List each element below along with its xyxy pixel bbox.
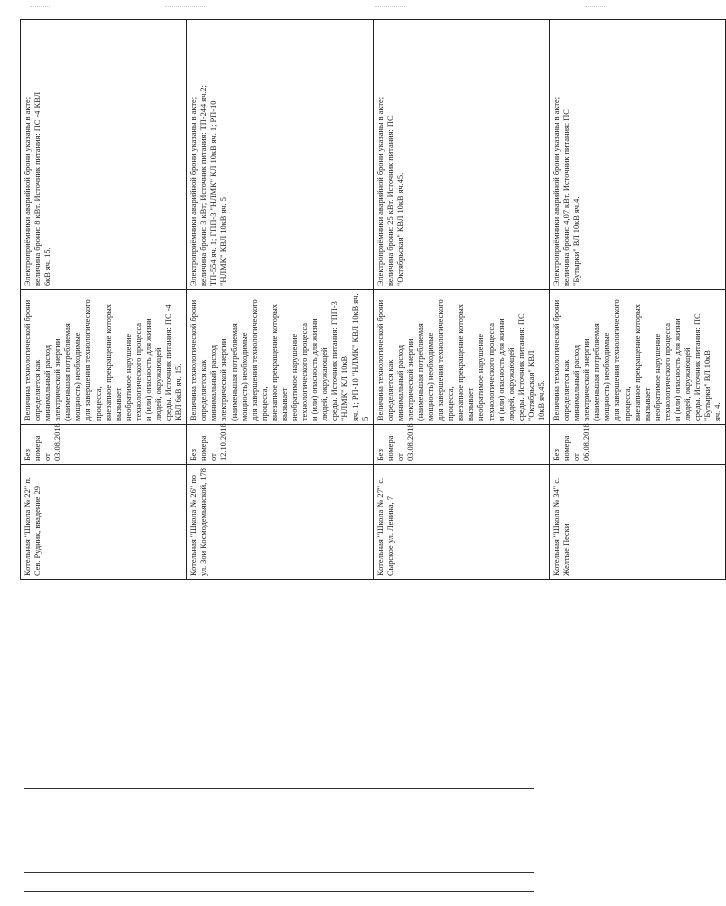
scan-artifact bbox=[585, 6, 605, 8]
object-name: Котельная "Школа № 27" с. Сырское ул. Ленина, 7 bbox=[375, 477, 395, 576]
document-ref: Без номера от 06.08.2018 bbox=[551, 423, 592, 461]
object-cell bbox=[549, 465, 725, 580]
description-cell bbox=[373, 290, 549, 425]
reserve-description: Величина технологической брони определяется как минимальный расход электрической энергии (наименьшая потребляемая мощность) необходимые для завершения технологического процесса, внезапное прекращение которых вызывает необратимое нарушение технологического процесса и (или) опасность для жизни людей, окружающей среды. Источник питания: ГПП-3 "НЛМК" КЛ 10кВ яч. 1; РП-10 "НЛМК" КВЛ 10кВ яч. 5 bbox=[189, 293, 370, 421]
table-row bbox=[549, 20, 725, 580]
object-name: Котельная "Школа № 22" п. Сев. Рудник, ввадение 29 bbox=[23, 477, 43, 576]
object-cell bbox=[373, 465, 549, 580]
document-ref: Без номера от 03.08.2018 bbox=[375, 423, 415, 461]
document-cell bbox=[549, 425, 725, 465]
object-cell bbox=[21, 465, 187, 580]
object-name: Котельная "Школа № 26" по ул. Зои Космодемьянской, 178 bbox=[189, 468, 209, 576]
document-cell bbox=[373, 425, 549, 465]
document-ref: Без номера от 03.08.2018 bbox=[23, 423, 63, 461]
reserve-notes: Электроприёмники аварийной брони указаны в акте; величина брони: 3 кВт; Источник питания: ТП-244 яч.2; ТП-554 яч. 1; ГПП-3 "НЛМК" КЛ 10кВ яч. 1; РП-10 "НЛМК" КВЛ 10кВ яч. 5 bbox=[189, 85, 229, 286]
reserve-description: Величина технологической брони определяется как минимальный расход электрической энергии (наименьшая потребляемая мощность) необходимые для завершения технологического процесса, внезапное прекращение которых вызывает необратимое нарушение технологического процесса и (или) опасность для жизни людей, окружающей среды. Источник питания: ПС -4 КВЛ 6кВ яч. 15. bbox=[23, 299, 184, 421]
table-row bbox=[21, 20, 187, 580]
notes-cell bbox=[21, 20, 187, 290]
notes-cell bbox=[187, 20, 373, 290]
document-ref: Без номера от 12.10.2018 bbox=[189, 423, 229, 461]
description-cell bbox=[549, 290, 725, 425]
reserve-description: Величина технологической брони определяется как минимальный расход электрической энергии (наименьшая потребляемая мощность) необходимые для завершения технологического процесса, внезапное прекращение которых вызывает необратимое нарушение технологического процесса и (или) опасность для жизни людей, окружающей среды. Источник питания: ПС "Бутырки" ВЛ 10кВ яч. 4. bbox=[551, 299, 723, 421]
scan-artifact bbox=[30, 6, 50, 8]
document-cell bbox=[187, 425, 373, 465]
document-cell bbox=[21, 425, 187, 465]
scan-artifact bbox=[165, 6, 205, 8]
page-rule bbox=[24, 872, 534, 873]
power-reserve-table bbox=[20, 19, 726, 580]
scan-artifact bbox=[375, 6, 405, 8]
table-row bbox=[373, 20, 549, 580]
notes-cell bbox=[549, 20, 725, 290]
notes-cell bbox=[373, 20, 549, 290]
reserve-description: Величина технологической брони определяется как минимальный расход электрической энергии (наименьшая потребляемая мощность) необходимые для завершения технологического процесса, внезапное прекращение которых вызывает необратимое нарушение технологического процесса и (или) опасность для жизни людей, окружающей среды. Источник питания: ПС "Октябрьская" КВЛ 10кВ яч.45. bbox=[375, 299, 546, 421]
description-cell bbox=[21, 290, 187, 425]
table-row bbox=[187, 20, 373, 580]
page-rule bbox=[24, 891, 534, 892]
object-cell bbox=[187, 465, 373, 580]
reserve-notes: Электроприёмники аварийной брони указаны в акте; величина брони: 8 кВт. Источник питания: ПС -4 КВЛ 6кВ яч. 15. bbox=[23, 91, 53, 286]
page-rule bbox=[24, 788, 534, 789]
object-name: Котельная "Школа № 34" с. Желтые Пески bbox=[551, 477, 572, 576]
reserve-notes: Электроприёмники аварийной брони указаны в акте; величина брони: 25 кВт. Источник питания: ПС "Октябрьская" КВЛ 10кВ яч.45. bbox=[375, 96, 405, 286]
reserve-notes: Электроприёмники аварийной брони указаны в акте; величина брони: 4,07 кВт. Источник питания: ПС "Бутырки" ВЛ 10кВ яч.4. bbox=[551, 96, 582, 286]
description-cell bbox=[187, 290, 373, 425]
